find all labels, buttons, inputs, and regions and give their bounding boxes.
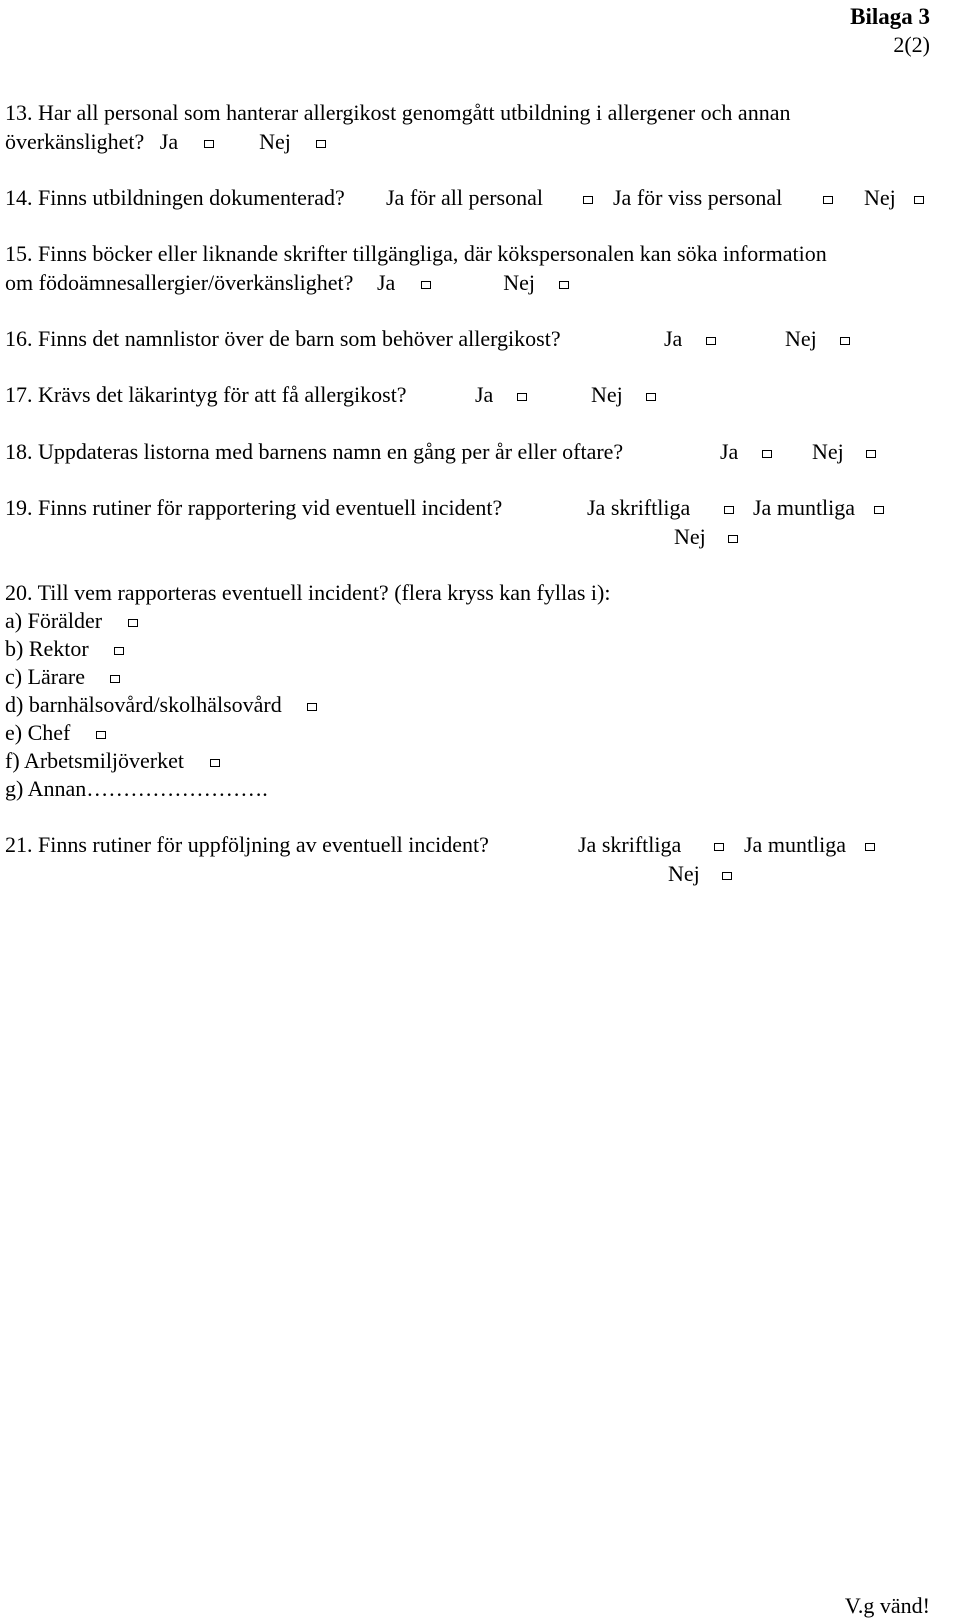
q20-option-c-checkbox[interactable] (110, 675, 120, 683)
q17-nej-label: Nej (591, 382, 623, 407)
q20-option-a-checkbox[interactable] (128, 619, 138, 627)
q20-option-c (5, 662, 120, 691)
q21-opt1-checkbox[interactable] (714, 843, 724, 851)
q15-nej-checkbox[interactable] (559, 281, 569, 289)
q13-nej-checkbox[interactable] (316, 140, 326, 148)
q21-opt2-checkbox[interactable] (865, 843, 875, 851)
q20-option-label: c) Lärare (5, 664, 85, 689)
q19-opt2-label: Ja muntliga (753, 495, 856, 520)
q20-option-label: d) barnhälsovård/skolhälsovård (5, 692, 282, 717)
q20-option-e-checkbox[interactable] (96, 731, 106, 739)
q20-option-label: a) Förälder (5, 608, 103, 633)
question-18-text: 18. Uppdateras listorna med barnens namn en gång per år eller oftare? (5, 439, 624, 464)
q19-opt1-checkbox[interactable] (724, 506, 734, 514)
q16-nej-checkbox[interactable] (840, 337, 850, 345)
q14-opt2-label: Ja för viss personal (613, 185, 783, 210)
q13-nej-label: Nej (259, 129, 291, 154)
page-footer-turn-over: V.g vänd! (844, 1593, 930, 1618)
q21-opt2-label: Ja muntliga (744, 832, 847, 857)
q17-nej-checkbox[interactable] (646, 393, 656, 401)
q18-ja-label: Ja (720, 439, 739, 464)
q20-option-d-checkbox[interactable] (307, 703, 317, 711)
question-15-text-cont: om födoämnesallergier/överkänslighet? (5, 270, 354, 295)
q19-opt1-label: Ja skriftliga (587, 495, 691, 520)
q14-opt1-label: Ja för all personal (386, 185, 543, 210)
question-21-text: 21. Finns rutiner för uppföljning av eventuell incident? (5, 832, 489, 857)
q15-ja-label: Ja (376, 270, 396, 295)
q14-opt2-checkbox[interactable] (823, 196, 833, 204)
question-20-text: 20. Till vem rapporteras eventuell incident? (flera kryss kan fyllas i): (5, 580, 611, 605)
q16-ja-label: Ja (664, 326, 683, 351)
question-15-text: 15. Finns böcker eller liknande skrifter tillgängliga, där kökspersonalen kan söka information (5, 241, 827, 266)
q14-opt3-label: Nej (864, 185, 896, 210)
q15-nej-label: Nej (503, 270, 536, 295)
q20-option-label: b) Rektor (5, 636, 89, 661)
question-13-text: 13. Har all personal som hanterar allergikost genomgått utbildning i allergener och annan (5, 100, 791, 125)
q14-opt1-checkbox[interactable] (583, 196, 593, 204)
q13-ja-checkbox[interactable] (204, 140, 214, 148)
q17-ja-checkbox[interactable] (517, 393, 527, 401)
q21-opt1-label: Ja skriftliga (578, 832, 682, 857)
q20-option-f-checkbox[interactable] (210, 759, 220, 767)
q18-ja-checkbox[interactable] (762, 450, 772, 458)
q21-opt3-label: Nej (668, 861, 700, 886)
q21-opt3-checkbox[interactable] (722, 872, 732, 880)
q13-ja-label: Ja (159, 129, 179, 154)
q18-nej-checkbox[interactable] (866, 450, 876, 458)
page-number: 2(2) (893, 32, 930, 57)
question-16-text: 16. Finns det namnlistor över de barn som behöver allergikost? (5, 326, 561, 351)
q14-opt3-checkbox[interactable] (914, 196, 924, 204)
q19-opt2-checkbox[interactable] (874, 506, 884, 514)
q20-option-label: e) Chef (5, 720, 71, 745)
question-15-answers (5, 268, 569, 297)
page-heading: Bilaga 3 (850, 4, 930, 29)
q20-option-e (5, 718, 106, 747)
q20-option-f (5, 746, 220, 775)
q19-opt3-label: Nej (674, 524, 706, 549)
q20-option-d (5, 690, 317, 719)
q15-ja-checkbox[interactable] (421, 281, 431, 289)
question-19-text: 19. Finns rutiner för rapportering vid eventuell incident? (5, 495, 503, 520)
q16-ja-checkbox[interactable] (706, 337, 716, 345)
question-13-answers (5, 127, 326, 156)
q20-option-label: f) Arbetsmiljöverket (5, 748, 185, 773)
q18-nej-label: Nej (812, 439, 844, 464)
question-17-text: 17. Krävs det läkarintyg för att få allergikost? (5, 382, 407, 407)
q20-option-a (5, 606, 138, 635)
q17-ja-label: Ja (475, 382, 494, 407)
question-14-text: 14. Finns utbildningen dokumenterad? (5, 185, 345, 210)
q16-nej-label: Nej (785, 326, 817, 351)
q20-option-g-field[interactable]: g) Annan……………………. (5, 776, 268, 801)
q19-opt3-checkbox[interactable] (728, 535, 738, 543)
question-13-text-cont: överkänslighet? (5, 129, 145, 154)
q20-option-b (5, 634, 124, 663)
q20-option-b-checkbox[interactable] (114, 647, 124, 655)
